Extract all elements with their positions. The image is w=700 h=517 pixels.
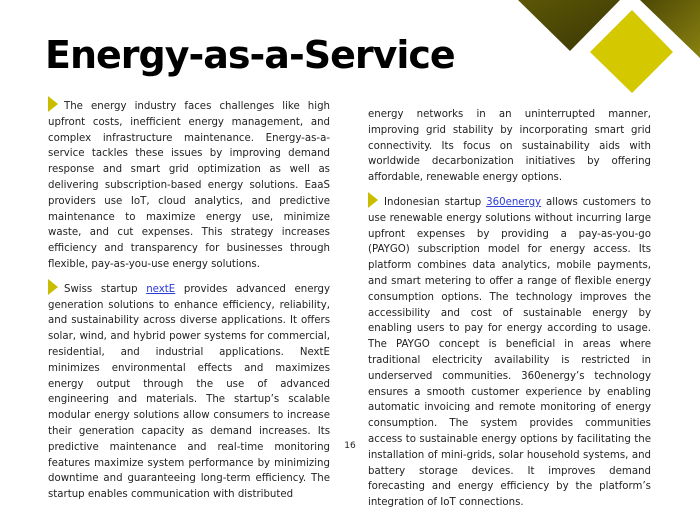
triangle-bullet-icon	[368, 192, 378, 208]
continuation-paragraph: energy networks in an uninterrupted manner, improving grid stability by incorporating smart grid connectivity. Its focus on sustainability aids with worldwide decarbonization initiatives by offering affordable, renewable energy options.	[368, 109, 651, 184]
yellow-diamond-shape	[590, 10, 673, 93]
intro-paragraph	[48, 96, 330, 273]
360energy-link[interactable]: 360energy	[486, 196, 542, 208]
right-column	[368, 107, 651, 517]
triangle-bullet-icon	[48, 96, 58, 112]
nexte-text: provides advanced energy generation solutions to enhance efficiency, reliability, and sustainability across diverse applications. It offers solar, wind, and hybrid power systems for commercial, residential, and industrial applications. NextE minimizes environmental effects and maximizes energy output through the use of advanced engineering and materials. The startup’s scalable modular energy solutions allow consumers to increase their generation capacity as demand increases. Its predictive maintenance and real-time monitoring features maximize system performance by minimizing downtime and guaranteeing long-term efficiency. The startup enables communication with distributed	[48, 283, 330, 501]
360energy-prefix: Indonesian startup	[384, 196, 487, 208]
page-title: Energy-as-a-Service	[45, 33, 455, 77]
360energy-text: allows customers to use renewable energy solutions without incurring large upfront expenses by providing a pay-as-you-go (PAYGO) subscription model for energy access. Its platform combines data analytics, mobile payments, and smart metering to offer a range of flexible energy consumption options. The technology improves the accessibility and cost of sustainable energy by enabling users to pay for energy according to usage. The PAYGO concept is beneficial in areas where traditional electricity availability is restricted in underserved communities. 360energy’s technology ensures a smooth customer experience by enabling automatic invoicing and remote monitoring of energy consumption. The system provides communities access to sustainable energy options by facilitating the installation of mini-grids, solar household systems, and battery storage devices. It improves demand forecasting and energy efficiency by the platform’s integration of IoT connections.	[368, 196, 652, 509]
nexte-link[interactable]: nextE	[146, 283, 176, 295]
triangle-bullet-icon	[48, 279, 58, 295]
page-number: 16	[344, 441, 356, 451]
nexte-prefix: Swiss startup	[64, 283, 147, 295]
360energy-paragraph	[368, 192, 651, 511]
nexte-paragraph	[48, 279, 330, 503]
intro-text: The energy industry faces challenges like high upfront costs, inefficient energy management, and complex infrastructure maintenance. Energy-as-a-service tackles these issues by improving demand response and smart grid optimization as well as delivering subscription-based energy solutions. EaaS providers use IoT, cloud analytics, and predictive maintenance to maximize energy use, minimize waste, and cut expenses. This strategy increases efficiency and transparency for businesses through flexible, pay-as-you-use energy solutions.	[48, 101, 330, 270]
